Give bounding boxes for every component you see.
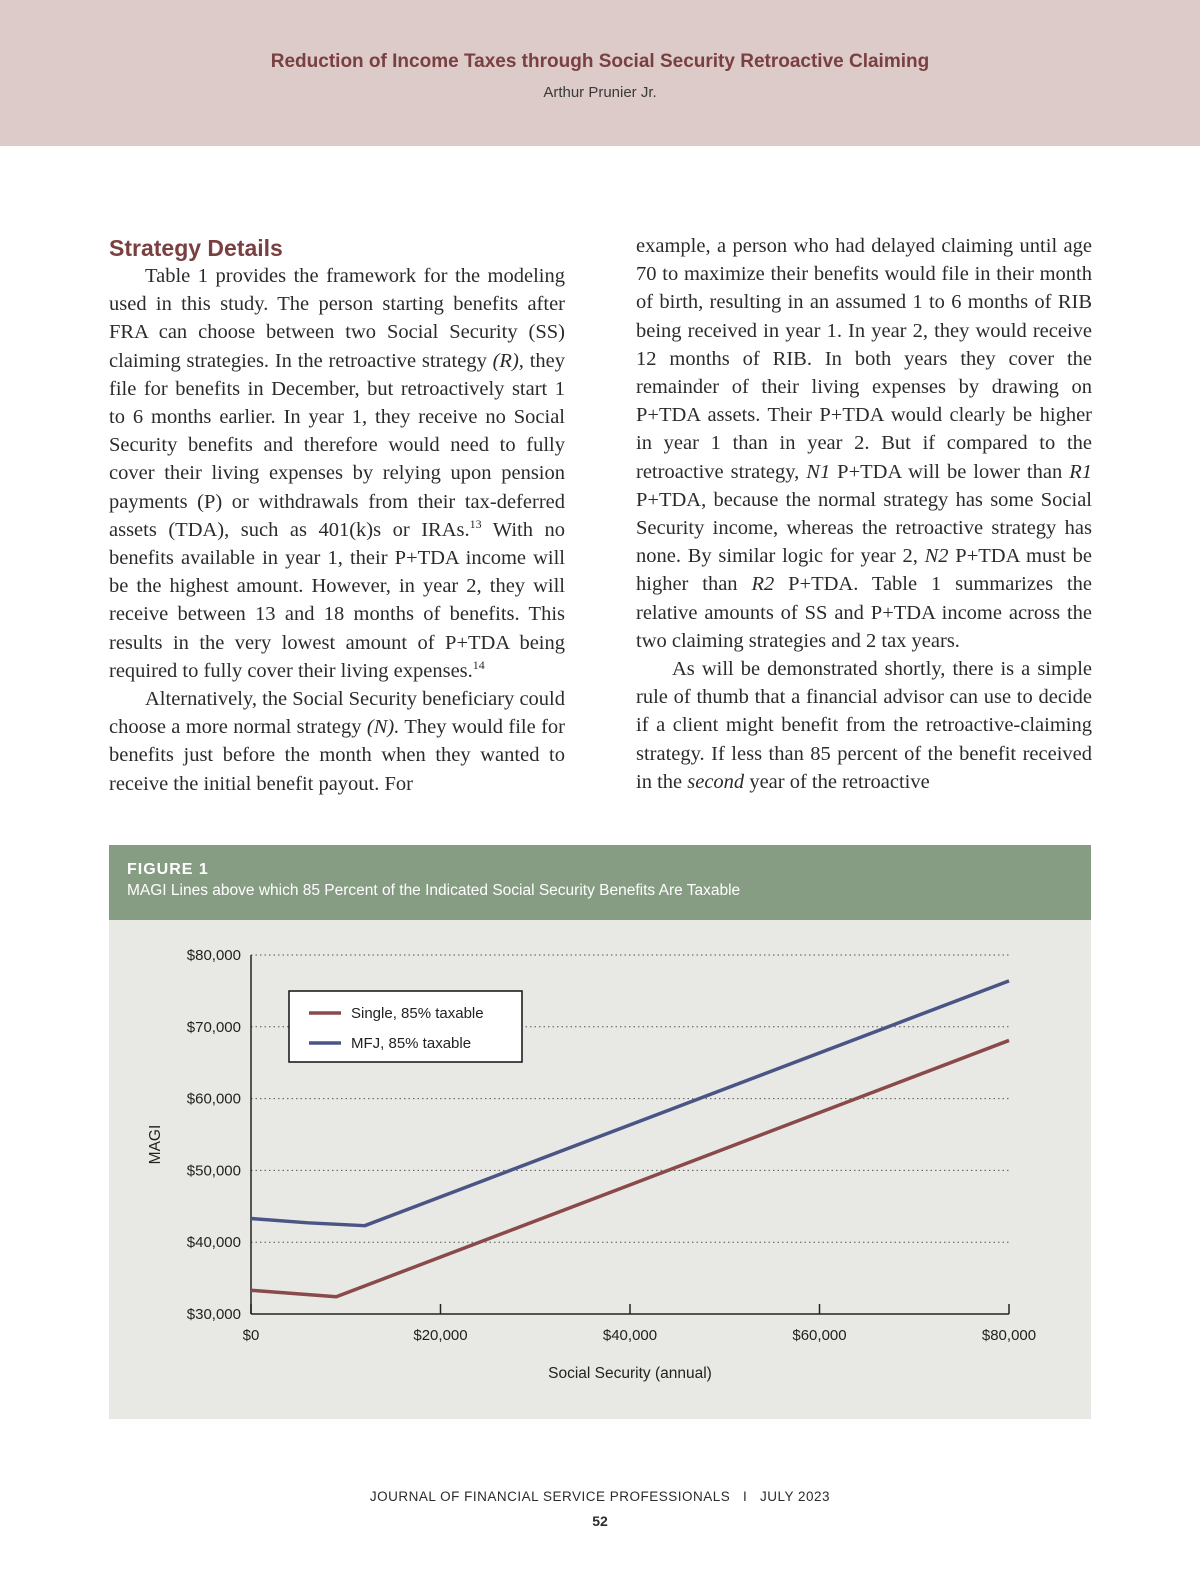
left-column: [109, 234, 565, 798]
x-tick-label: $20,000: [413, 1327, 468, 1344]
series-line: [251, 1040, 1009, 1296]
right-column: [636, 232, 1092, 796]
figure-body: [109, 920, 1091, 1419]
x-tick-label: $80,000: [981, 1327, 1037, 1344]
legend-label: MFJ, 85% taxable: [351, 1035, 472, 1052]
footnote-ref[interactable]: 13: [469, 517, 482, 531]
x-tick-label: $40,000: [602, 1327, 658, 1344]
author-name: Arthur Prunier Jr.: [543, 84, 657, 101]
y-tick-label: $30,000: [186, 1306, 241, 1323]
y-tick-label: $40,000: [186, 1234, 241, 1252]
paragraph: Table 1 provides the framework for the modeling used in this study. The person starting benefits after FRA can choose between two Social Security (SS) claiming strategies. In the retroactive strategy (R), they file for benefits in December, but retroactively start 1 to 6 months earlier. In year 1, they receive no Social Security benefits and therefore would need to fully cover their living expenses by relying upon pension payments (P) or withdrawals from their tax-deferred assets (TDA), such as 401(k)s or IRAs.$^{13}$ With no benefits available in year 1, their P+TDA income will be the highest amount. However, in year 2, they will receive between 13 and 18 months of benefits. This results in the very lowest amount of P+TDA being required to fully cover their living expenses.$^{14}$: [109, 265, 565, 682]
figure-label: FIGURE 1: [127, 861, 209, 878]
y-tick-label: $60,000: [186, 1090, 241, 1108]
header-band: [0, 0, 1200, 146]
line-chart: [109, 920, 1091, 1419]
x-axis-title: Social Security (annual): [548, 1365, 712, 1382]
section-heading: Strategy Details: [109, 235, 283, 261]
running-title: Reduction of Income Taxes through Social Security Retroactive Claiming: [270, 51, 930, 72]
paragraph: As will be demonstrated shortly, there is a simple rule of thumb that a financial advisor can use to decide if a client might benefit from the retroactive-claiming strategy. If less than 85 percent of the benefit received in the second year of the retroactive: [636, 658, 1092, 793]
figure-caption: MAGI Lines above which 85 Percent of the Indicated Social Security Benefits Are Taxable: [127, 882, 741, 899]
paragraph: example, a person who had delayed claiming until age 70 to maximize their benefits would file in their month of birth, resulting in an assumed 1 to 6 months of RIB being received in year 1. In year 2, they would receive 12 months of RIB. In both years they cover the remainder of their living expenses by drawing on P+TDA assets. Their P+TDA would clearly be higher in year 1 than in year 2. But if compared to the retroactive strategy, N1 P+TDA will be lower than R1 P+TDA, because the normal strategy has some Social Security income, whereas the retroactive strategy has none. By similar logic for year 2, N2 P+TDA must be higher than R2 P+TDA. Table 1 summarizes the relative amounts of SS and P+TDA income across the two claiming strategies and 2 tax years.: [636, 235, 1092, 652]
legend-label: Single, 85% taxable: [351, 1005, 484, 1022]
footnote-ref[interactable]: 14: [472, 658, 485, 673]
y-tick-label: $50,000: [186, 1162, 241, 1180]
y-tick-label: $80,000: [186, 947, 241, 964]
y-tick-label: $70,000: [186, 1018, 241, 1036]
footer-journal: JOURNAL OF FINANCIAL SERVICE PROFESSIONALS I JULY 2023: [369, 1489, 831, 1504]
figure-header: [109, 845, 1091, 920]
x-tick-label: $0: [242, 1327, 260, 1344]
y-axis-title: MAGI: [147, 1124, 164, 1165]
x-tick-label: $60,000: [792, 1327, 847, 1344]
page-number: 52: [592, 1513, 608, 1529]
paragraph: Alternatively, the Social Security beneficiary could choose a more normal strategy (N). They would file for benefits just before the month when they wanted to receive the initial benefit payout. For: [109, 688, 565, 795]
